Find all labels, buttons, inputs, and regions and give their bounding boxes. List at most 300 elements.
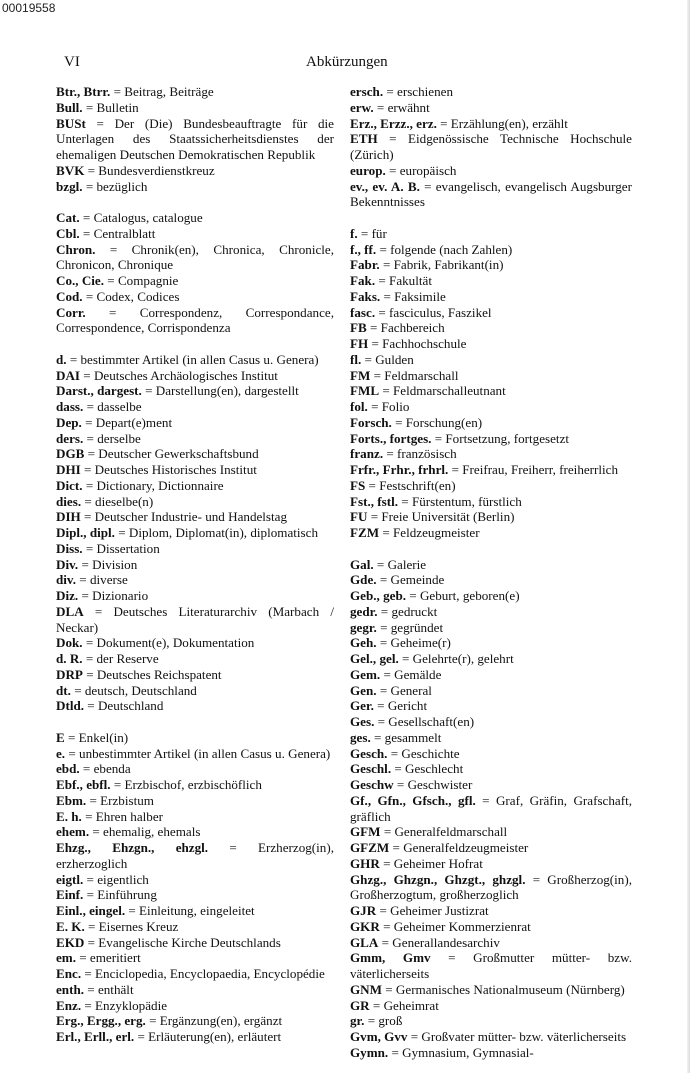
- abbreviation-definition: = Fürstentum, fürstlich: [398, 493, 522, 509]
- abbreviation-entry: [56, 210, 334, 226]
- abbreviation-term: FM: [350, 367, 371, 383]
- abbreviation-definition: = Feldmarschall: [370, 367, 459, 383]
- abbreviation-entry: [350, 273, 632, 289]
- abbreviation-term: fol.: [350, 399, 368, 414]
- section-gap: [56, 194, 334, 210]
- abbreviation-entry: [350, 352, 632, 368]
- abbreviation-definition: = Einleitung, eingeleitet: [125, 903, 255, 918]
- abbreviation-entry: [350, 415, 632, 431]
- abbreviation-definition: = Codex, Codices: [82, 288, 180, 304]
- abbreviation-term: ebd.: [56, 761, 80, 777]
- abbreviation-entry: [350, 462, 632, 478]
- abbreviation-entry: [350, 131, 632, 163]
- abbreviation-term: GFZM: [350, 840, 390, 855]
- section-gap: [350, 541, 632, 557]
- abbreviation-entry: [56, 746, 334, 762]
- abbreviation-entry: [56, 305, 334, 337]
- abbreviation-entry: [350, 604, 632, 620]
- abbreviation-entry: [56, 478, 334, 494]
- abbreviation-entry: [350, 840, 632, 856]
- abbreviation-definition: = General: [376, 682, 432, 698]
- abbreviation-term: FML: [350, 383, 380, 399]
- abbreviation-term: d. R.: [56, 651, 83, 666]
- abbreviation-definition: = Generalfeldzeugmeister: [389, 840, 529, 855]
- abbreviation-definition: = emeritiert: [76, 950, 141, 966]
- abbreviation-definition: = Einführung: [83, 887, 157, 903]
- abbreviation-definition: = Geschichte: [387, 745, 460, 761]
- abbreviation-entry: [56, 683, 334, 699]
- abbreviation-definition: = Chronik(en), Chronica, Chronicle, Chronicon, Chronique: [56, 241, 334, 273]
- abbreviation-term: f., ff.: [350, 241, 377, 257]
- abbreviation-entry: [56, 635, 334, 651]
- abbreviation-term: FZM: [350, 525, 380, 540]
- abbreviation-definition: = enthält: [84, 981, 134, 997]
- abbreviation-definition: = ebenda: [79, 761, 131, 777]
- abbreviation-definition: = Ehren halber: [81, 808, 164, 824]
- abbreviation-definition: = Festschrift(en): [365, 477, 456, 493]
- abbreviation-entry: [350, 698, 632, 714]
- abbreviation-definition: = diverse: [76, 572, 128, 588]
- abbreviation-term: EKD: [56, 934, 85, 950]
- abbreviation-term: Div.: [56, 556, 79, 572]
- abbreviation-definition: = Erläuterung(en), erläutert: [134, 1029, 282, 1044]
- abbreviation-term: Bull.: [56, 99, 83, 115]
- abbreviation-term: Enz.: [56, 997, 82, 1013]
- abbreviation-definition: = Fortsetzung, fortgesetzt: [431, 430, 570, 446]
- abbreviation-entry: [350, 761, 632, 777]
- abbreviation-term: Erg., Ergg., erg.: [56, 1013, 146, 1029]
- abbreviation-term: dass.: [56, 399, 84, 414]
- abbreviation-term: Gde.: [350, 572, 377, 588]
- abbreviation-entry: [350, 226, 632, 242]
- abbreviation-term: ges.: [350, 729, 371, 745]
- abbreviation-term: d.: [56, 351, 67, 367]
- abbreviation-term: FH: [350, 336, 369, 351]
- abbreviation-entry: [350, 320, 632, 336]
- abbreviation-term: Ehzg., Ehzgn., ehzgl.: [56, 840, 209, 855]
- abbreviation-entry: [350, 635, 632, 651]
- abbreviation-entry: [350, 1045, 632, 1061]
- abbreviation-definition: = Erzbischof, erzbischöflich: [110, 777, 262, 792]
- abbreviation-entry: [350, 289, 632, 305]
- abbreviation-term: fl.: [350, 351, 362, 367]
- abbreviation-term: Gem.: [350, 666, 381, 682]
- abbreviation-definition: = Compagnie: [104, 273, 179, 288]
- abbreviation-entry: [350, 651, 632, 667]
- abbreviation-definition: = Galerie: [373, 556, 427, 572]
- abbreviation-term: Enc.: [56, 966, 82, 981]
- abbreviation-definition: = Generallandesarchiv: [378, 934, 500, 950]
- abbreviation-definition: = folgende (nach Zahlen): [376, 241, 513, 257]
- abbreviation-definition: = Deutschland: [84, 698, 164, 714]
- abbreviation-entry: [56, 415, 334, 431]
- abbreviation-entry: [56, 226, 334, 242]
- abbreviation-term: Cbl.: [56, 225, 80, 241]
- abbreviation-term: DHI: [56, 462, 81, 477]
- abbreviation-entry: [350, 714, 632, 730]
- abbreviation-entry: [350, 620, 632, 636]
- abbreviation-term: Co., Cie.: [56, 273, 105, 288]
- abbreviation-definition: = Großvater mütter- bzw. väterlicherseits: [407, 1029, 627, 1044]
- abbreviation-term: europ.: [350, 162, 386, 178]
- abbreviation-entry: [56, 525, 334, 541]
- abbreviation-term: Gf., Gfn., Gfsch., gfl.: [350, 792, 476, 808]
- abbreviation-term: BUSt: [56, 115, 86, 131]
- abbreviation-entry: [56, 966, 334, 982]
- abbreviation-definition: = Feldzeugmeister: [379, 525, 480, 540]
- abbreviation-term: div.: [56, 572, 77, 588]
- abbreviation-term: bzgl.: [56, 178, 83, 194]
- abbreviation-term: Frfr., Frhr., frhrl.: [350, 462, 449, 477]
- abbreviation-entry: [350, 179, 632, 211]
- abbreviation-entry: [56, 793, 334, 809]
- abbreviation-entry: [350, 257, 632, 273]
- abbreviation-definition: = Centralblatt: [79, 225, 156, 241]
- abbreviation-definition: = Geschlecht: [391, 761, 464, 777]
- abbreviation-definition: = dasselbe: [83, 399, 142, 414]
- abbreviation-definition: = Gulden: [361, 351, 414, 367]
- abbreviation-definition: = Geheime(r): [376, 635, 451, 651]
- abbreviation-definition: = Darstellung(en), dargestellt: [141, 383, 299, 399]
- abbreviation-definition: = Großherzog(in), Großherzogtum, großherzoglich: [350, 871, 632, 903]
- abbreviation-definition: = Großmutter mütter- bzw. väterlicherseits: [350, 950, 632, 981]
- abbreviation-definition: = Graf, Gräfin, Grafschaft, gräflich: [350, 792, 633, 824]
- abbreviation-term: Geh.: [350, 635, 377, 651]
- abbreviation-entry: [56, 242, 334, 274]
- abbreviation-entry: [56, 431, 334, 447]
- abbreviation-term: Dok.: [56, 635, 83, 651]
- abbreviation-entry: [56, 667, 334, 683]
- abbreviation-entry: [56, 163, 334, 179]
- abbreviation-term: Diss.: [56, 540, 83, 556]
- abbreviation-entry: [56, 289, 334, 305]
- abbreviation-term: FB: [350, 320, 367, 336]
- abbreviation-definition: = Enciclopedia, Encyclopaedia, Encyclopédie: [81, 966, 325, 981]
- abbreviation-entry: [56, 509, 334, 525]
- section-gap: [56, 336, 334, 352]
- abbreviation-entry: [56, 777, 334, 793]
- abbreviation-entry: [56, 840, 334, 872]
- abbreviation-term: Dtld.: [56, 698, 85, 714]
- abbreviation-entry: [350, 777, 632, 793]
- abbreviation-entry: [56, 998, 334, 1014]
- abbreviation-term: BVK: [56, 162, 85, 178]
- abbreviation-entry: [56, 919, 334, 935]
- abbreviation-definition: = Beitrag, Beiträge: [110, 84, 214, 99]
- abbreviation-term: Erz., Erzz., erz.: [350, 115, 437, 131]
- abbreviation-entry: [56, 950, 334, 966]
- abbreviation-term: Chron.: [56, 241, 96, 257]
- abbreviation-definition: = Diplom, Diplomat(in), diplomatisch: [114, 525, 318, 540]
- abbreviation-term: Gel., gel.: [350, 651, 399, 666]
- abbreviation-entry: [350, 163, 632, 179]
- abbreviation-definition: = Gelehrte(r), gelehrt: [398, 651, 514, 666]
- abbreviation-term: Diz.: [56, 588, 79, 603]
- abbreviation-entry: [350, 856, 632, 872]
- abbreviation-definition: = Faksimile: [380, 288, 446, 304]
- abbreviation-term: Geschl.: [350, 761, 392, 777]
- abbreviation-entry: [350, 903, 632, 919]
- abbreviation-term: DLA: [56, 603, 84, 619]
- abbreviation-entry: [350, 667, 632, 683]
- abbreviation-definition: = bezüglich: [82, 178, 148, 194]
- abbreviation-entry: [56, 557, 334, 573]
- abbreviation-definition: = Gemälde: [380, 666, 442, 682]
- abbreviation-definition: = Gemeinde: [376, 572, 445, 588]
- abbreviation-term: gegr.: [350, 619, 377, 635]
- abbreviation-definition: = Correspondenz, Correspondance, Correspondence, Corrispondenza: [56, 304, 334, 336]
- abbreviation-term: ersch.: [350, 84, 384, 99]
- abbreviation-entry: [56, 84, 334, 100]
- abbreviation-term: Gmm, Gmv: [350, 950, 431, 966]
- abbreviation-term: gr.: [350, 1013, 365, 1029]
- left-column: [56, 84, 334, 1045]
- abbreviation-definition: = Eidgenössische Technische Hochschule (Zürich): [350, 131, 632, 162]
- section-gap: [350, 210, 632, 226]
- abbreviation-term: Einl., eingel.: [56, 903, 126, 918]
- abbreviation-definition: = Der (Die) Bundesbeauftragte für die Unterlagen des Staatssicherheitsdienstes der ehemaligen Deutschen Demokratischen Republik: [56, 115, 334, 162]
- abbreviation-definition: = Ergänzung(en), ergänzt: [145, 1013, 283, 1029]
- abbreviation-definition: = evangelisch, evangelisch Augsburger Bekenntnisses: [350, 178, 632, 210]
- abbreviation-definition: = Gericht: [373, 698, 428, 714]
- abbreviation-term: E: [56, 729, 65, 745]
- abbreviation-definition: = Enkel(in): [64, 729, 129, 745]
- abbreviation-definition: = Geburt, geboren(e): [406, 588, 520, 603]
- abbreviation-entry: [350, 368, 632, 384]
- abbreviation-term: Corr.: [56, 304, 86, 320]
- abbreviation-definition: = Geheimer Kommerzienrat: [379, 918, 531, 934]
- abbreviation-definition: = Deutsches Reichspatent: [82, 666, 222, 682]
- abbreviation-entry: [56, 887, 334, 903]
- abbreviation-term: Fabr.: [350, 257, 380, 273]
- abbreviation-entry: [56, 116, 334, 163]
- abbreviation-term: Ebf., ebfl.: [56, 777, 111, 792]
- abbreviation-term: Dep.: [56, 414, 82, 430]
- abbreviation-term: Cod.: [56, 288, 83, 304]
- abbreviation-definition: = Gymnasium, Gymnasial-: [388, 1044, 534, 1060]
- abbreviation-definition: = Deutsches Literaturarchiv (Marbach / Neckar): [56, 603, 334, 635]
- abbreviation-definition: = Freifrau, Freiherr, freiherrlich: [448, 462, 619, 477]
- abbreviation-term: DIH: [56, 509, 81, 525]
- abbreviation-definition: = Freie Universität (Berlin): [367, 509, 515, 525]
- abbreviation-definition: = Deutsches Archäologisches Institut: [80, 367, 278, 383]
- abbreviation-definition: = Division: [78, 556, 138, 572]
- abbreviation-entry: [350, 431, 632, 447]
- abbreviation-term: Ebm.: [56, 792, 87, 808]
- abbreviation-term: Cat.: [56, 210, 80, 225]
- abbreviation-entry: [56, 604, 334, 636]
- abbreviation-definition: = Generalfeldmarschall: [380, 824, 508, 840]
- abbreviation-term: dies.: [56, 493, 82, 509]
- abbreviation-term: Btr., Btrr.: [56, 84, 111, 99]
- abbreviation-definition: = gesammelt: [370, 729, 442, 745]
- abbreviation-term: GHR: [350, 855, 380, 871]
- abbreviation-entry: [350, 982, 632, 998]
- abbreviation-definition: = Folio: [367, 399, 410, 414]
- abbreviation-entry: [350, 116, 632, 132]
- abbreviation-term: Ger.: [350, 698, 374, 714]
- abbreviation-definition: = Catalogus, catalogue: [79, 210, 203, 225]
- abbreviation-entry: [350, 478, 632, 494]
- abbreviation-definition: = Geheimrat: [369, 997, 439, 1013]
- abbreviation-definition: = Geheimer Justizrat: [376, 903, 489, 918]
- abbreviation-term: franz.: [350, 446, 384, 462]
- abbreviation-definition: = Bundesverdienstkreuz: [84, 162, 215, 178]
- section-gap: [56, 714, 334, 730]
- abbreviation-entry: [56, 368, 334, 384]
- abbreviation-definition: = Fachhochschule: [368, 336, 467, 351]
- abbreviation-definition: = Eisernes Kreuz: [84, 918, 179, 934]
- abbreviation-entry: [56, 761, 334, 777]
- abbreviation-definition: = Forschung(en): [391, 414, 483, 430]
- abbreviation-entry: [56, 588, 334, 604]
- abbreviation-definition: = gedruckt: [377, 603, 438, 619]
- abbreviation-entry: [350, 509, 632, 525]
- abbreviation-definition: = erschienen: [383, 84, 454, 99]
- right-column: [350, 84, 632, 1061]
- abbreviation-definition: = gegründet: [376, 619, 444, 635]
- abbreviation-entry: [56, 982, 334, 998]
- abbreviation-term: E. h.: [56, 808, 82, 824]
- abbreviation-entry: [56, 698, 334, 714]
- abbreviation-term: Einf.: [56, 887, 84, 903]
- abbreviation-definition: = Dissertation: [82, 540, 160, 556]
- abbreviation-entry: [56, 462, 334, 478]
- abbreviation-entry: [56, 872, 334, 888]
- abbreviation-definition: = erwähnt: [373, 99, 430, 115]
- abbreviation-term: FU: [350, 509, 368, 525]
- abbreviation-definition: = Fabrik, Fabrikant(in): [379, 257, 504, 273]
- abbreviation-term: DGB: [56, 446, 85, 462]
- abbreviation-term: DAI: [56, 367, 81, 383]
- abbreviation-term: ehem.: [56, 824, 90, 840]
- abbreviation-term: Geschw: [350, 777, 394, 792]
- abbreviation-definition: = der Reserve: [82, 651, 159, 666]
- abbreviation-entry: [56, 572, 334, 588]
- abbreviation-term: FS: [350, 477, 366, 493]
- abbreviation-entry: [350, 872, 632, 904]
- abbreviation-entry: [56, 383, 334, 399]
- abbreviation-term: e.: [56, 745, 66, 761]
- running-head: Abkürzungen: [306, 54, 388, 70]
- abbreviation-definition: = Fachbereich: [366, 320, 445, 336]
- abbreviation-term: Gesch.: [350, 745, 388, 761]
- abbreviation-entry: [56, 352, 334, 368]
- abbreviation-definition: = deutsch, Deutschland: [70, 682, 197, 698]
- abbreviation-term: Ghzg., Ghzgn., Ghzgt., ghzgl.: [350, 871, 526, 887]
- abbreviation-entry: [350, 242, 632, 258]
- abbreviation-term: Gal.: [350, 556, 374, 572]
- abbreviation-term: gedr.: [350, 603, 378, 619]
- abbreviation-entry: [350, 572, 632, 588]
- abbreviation-entry: [350, 557, 632, 573]
- abbreviation-term: Gvm, Gvv: [350, 1029, 408, 1044]
- abbreviation-definition: = europäisch: [385, 162, 457, 178]
- abbreviation-definition: = Deutscher Industrie- und Handelstag: [80, 509, 288, 525]
- abbreviation-definition: = Feldmarschalleutnant: [379, 383, 506, 399]
- abbreviation-definition: = ehemalig, ehemals: [89, 824, 201, 840]
- abbreviation-entry: [56, 446, 334, 462]
- abbreviation-term: ETH: [350, 131, 378, 147]
- abbreviation-definition: = Geheimer Hofrat: [379, 855, 483, 871]
- abbreviation-term: GNM: [350, 981, 382, 997]
- abbreviation-term: Dict.: [56, 477, 83, 493]
- abbreviation-definition: = Gesellschaft(en): [374, 714, 475, 729]
- abbreviation-term: E. K.: [56, 918, 85, 934]
- abbreviation-entry: [350, 950, 632, 982]
- abbreviation-entry: [350, 399, 632, 415]
- abbreviation-definition: = derselbe: [83, 430, 141, 446]
- abbreviation-definition: = unbestimmter Artikel (in allen Casus u. Genera): [65, 745, 331, 761]
- abbreviation-definition: = Bulletin: [82, 99, 139, 115]
- abbreviation-term: GFM: [350, 824, 381, 840]
- abbreviation-definition: = für: [357, 225, 387, 241]
- abbreviation-entry: [350, 824, 632, 840]
- abbreviation-entry: [350, 446, 632, 462]
- abbreviation-term: GR: [350, 997, 370, 1013]
- abbreviation-term: em.: [56, 950, 76, 966]
- abbreviation-entry: [350, 919, 632, 935]
- abbreviation-entry: [56, 809, 334, 825]
- abbreviation-definition: = bestimmter Artikel (in allen Casus u. Genera): [66, 351, 319, 367]
- abbreviation-entry: [56, 730, 334, 746]
- abbreviation-entry: [350, 383, 632, 399]
- abbreviation-definition: = Erzählung(en), erzählt: [436, 115, 568, 131]
- abbreviation-definition: = französisch: [383, 446, 457, 462]
- abbreviation-definition: = Erzherzog(in), erzherzoglich: [56, 840, 334, 871]
- abbreviation-entry: [56, 903, 334, 919]
- abbreviation-definition: = Dokument(e), Dokumentation: [82, 635, 255, 651]
- scan-id-label: 00019558: [2, 1, 56, 15]
- abbreviation-definition: = Deutscher Gewerkschaftsbund: [84, 446, 259, 462]
- abbreviation-term: Ges.: [350, 714, 375, 729]
- abbreviation-definition: = Evangelische Kirche Deutschlands: [84, 934, 281, 950]
- abbreviation-term: ders.: [56, 430, 84, 446]
- abbreviation-term: GLA: [350, 934, 379, 950]
- abbreviation-entry: [350, 746, 632, 762]
- abbreviation-term: Forts., fortges.: [350, 430, 432, 446]
- abbreviation-term: enth.: [56, 981, 85, 997]
- abbreviation-definition: = Geschwister: [393, 777, 473, 792]
- abbreviation-entry: [350, 1013, 632, 1029]
- abbreviation-definition: = Dizionario: [78, 588, 149, 603]
- abbreviation-definition: = Dictionary, Dictionnaire: [82, 477, 224, 493]
- abbreviation-definition: = fasciculus, Faszikel: [375, 304, 492, 320]
- abbreviation-term: Fst., fstl.: [350, 493, 399, 509]
- abbreviation-definition: = groß: [364, 1013, 403, 1029]
- abbreviation-definition: = Fakultät: [375, 273, 432, 288]
- abbreviation-entry: [350, 588, 632, 604]
- abbreviation-term: Geb., geb.: [350, 588, 407, 603]
- abbreviation-definition: = Deutsches Historisches Institut: [80, 462, 257, 477]
- abbreviation-term: GJR: [350, 903, 377, 918]
- abbreviation-term: Gen.: [350, 682, 377, 698]
- abbreviation-entry: [56, 1029, 334, 1045]
- abbreviation-entry: [350, 336, 632, 352]
- abbreviation-term: Darst., dargest.: [56, 383, 142, 399]
- abbreviation-entry: [350, 793, 632, 825]
- abbreviation-term: erw.: [350, 99, 374, 115]
- abbreviation-entry: [56, 935, 334, 951]
- abbreviation-term: Dipl., dipl.: [56, 525, 115, 540]
- abbreviation-entry: [56, 273, 334, 289]
- abbreviation-entry: [350, 935, 632, 951]
- abbreviation-term: Forsch.: [350, 414, 392, 430]
- abbreviation-entry: [350, 305, 632, 321]
- abbreviation-term: eigtl.: [56, 871, 84, 887]
- abbreviation-term: Fak.: [350, 273, 376, 288]
- abbreviation-entry: [350, 100, 632, 116]
